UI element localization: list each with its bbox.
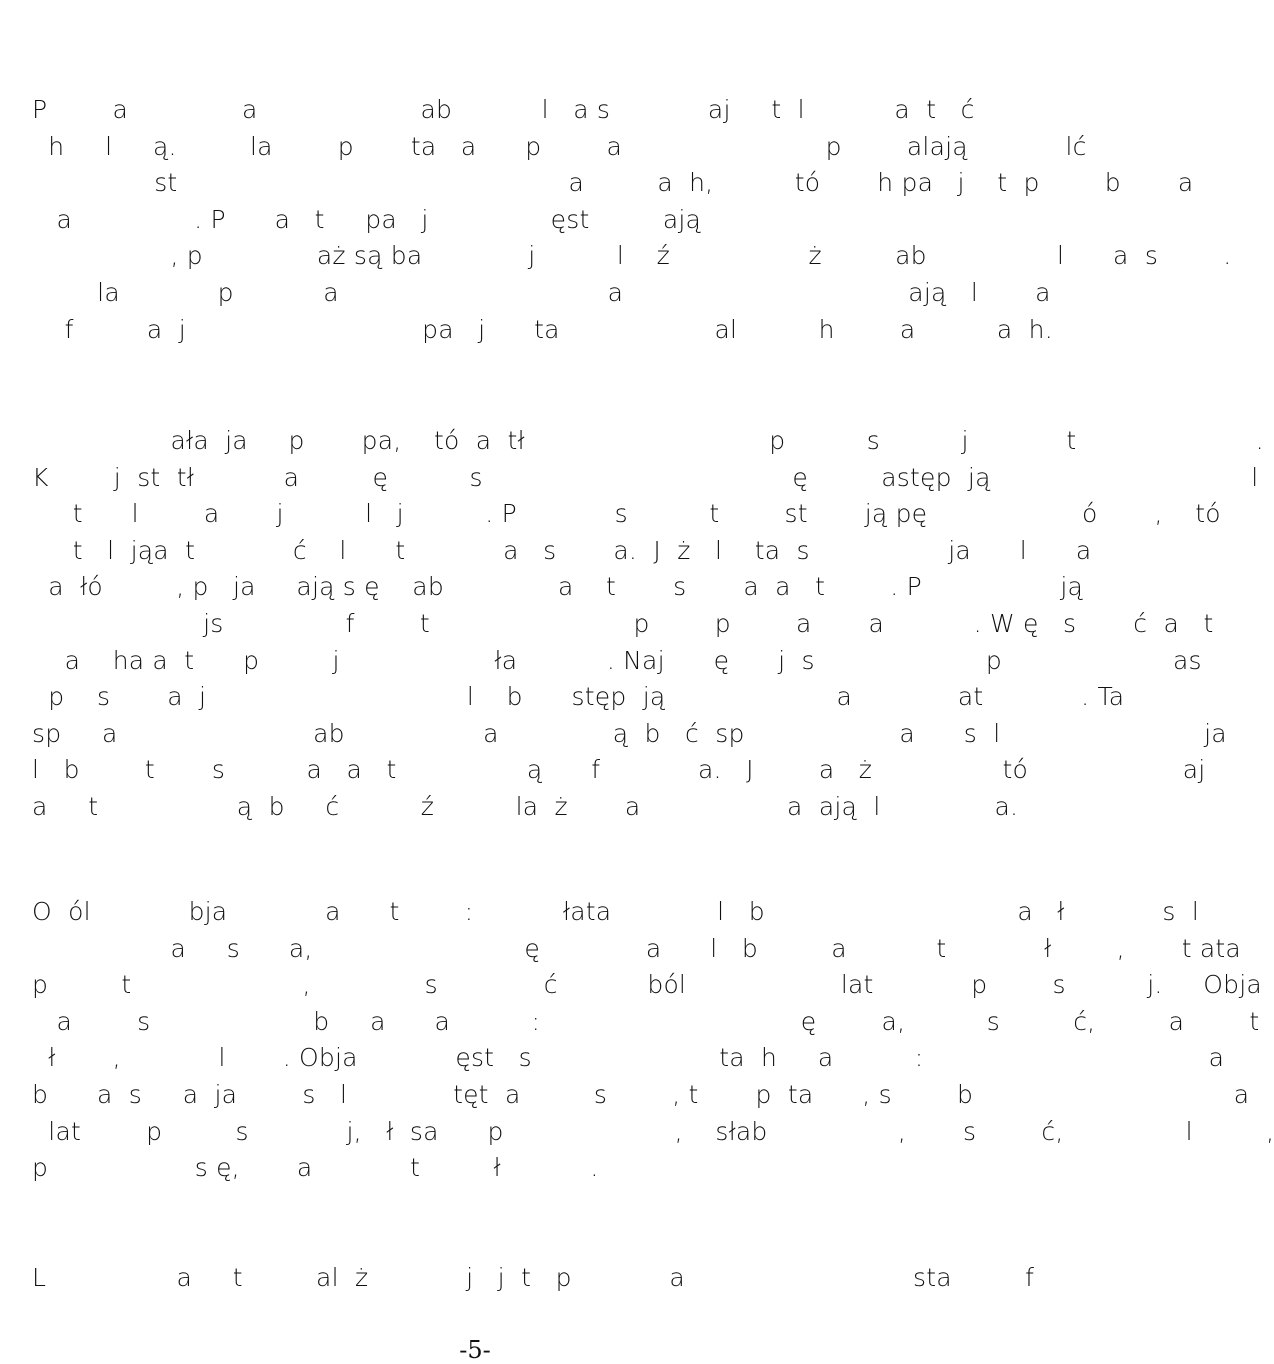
text-line: t l a j l j . P s t st ją pę ó , tó: [32, 499, 1221, 529]
text-line: a s a, ę a l b a t ł , t ata: [32, 933, 1241, 963]
text-line: st a a h, tó h pa j t p b a: [32, 168, 1194, 198]
text-line: K j st tł a ę s ę astęp ją l: [32, 462, 1259, 492]
paragraph-2: [32, 423, 1264, 826]
text-line: O ól bja a t : łata l b a ł s l: [32, 897, 1200, 926]
paragraph-1: [32, 92, 1232, 348]
page-number: -5-: [459, 1336, 491, 1364]
text-line: a ha a t p j ła . Naj ę j s p as: [32, 645, 1202, 675]
text-line: ł , l . Obja ęst s ta h a : a: [32, 1043, 1225, 1073]
text-line: l b t s a a t ą f a. J a ż tó aj: [32, 755, 1206, 785]
text-line: la p a a ają l a: [32, 277, 1051, 307]
text-line: f a j pa j ta al h a a h.: [32, 314, 1053, 344]
text-line: a t ą b ć ź la ż a a ają l a.: [32, 791, 1019, 821]
text-line: a . P a t pa j ęst ają: [32, 204, 701, 234]
text-line: b a s a ja s l tęt a s , t p ta , s b a: [32, 1079, 1250, 1109]
text-line: p s ę, a t ł .: [32, 1153, 599, 1183]
text-line: lat p s j, ł sa p , słab , s ć, l ,: [32, 1116, 1274, 1146]
text-line: a łó , p ja ają s ę ab a t s a a t . P ją: [32, 572, 1084, 602]
text-line: t l jąa t ć l t a s a. J ż l ta s ja l a: [32, 535, 1092, 565]
text-line: , p aż są ba j l ź ż ab l a s .: [32, 241, 1232, 271]
paragraph-4: [32, 1260, 1035, 1297]
text-line: a s b a a : ę a, s ć, a t: [32, 1006, 1260, 1036]
text-line: L a t al ż j j t p a sta f: [32, 1263, 1035, 1292]
text-line: ała ja p pa, tó a tł p s j t .: [32, 426, 1264, 455]
text-line: p s a j l b stęp ją a at . Ta: [32, 682, 1125, 712]
text-line: sp a ab a ą b ć sp a s l ja: [32, 718, 1227, 748]
text-line: P a a ab l a s aj t l a t ć: [32, 95, 975, 124]
text-line: h l ą. la p ta a p a p alają lć: [32, 131, 1087, 161]
text-line: js f t p p a a . W ę s ć a t: [32, 608, 1214, 638]
text-line: p t , s ć ból lat p s j. Obja: [32, 970, 1262, 1000]
paragraph-3: [32, 894, 1274, 1187]
